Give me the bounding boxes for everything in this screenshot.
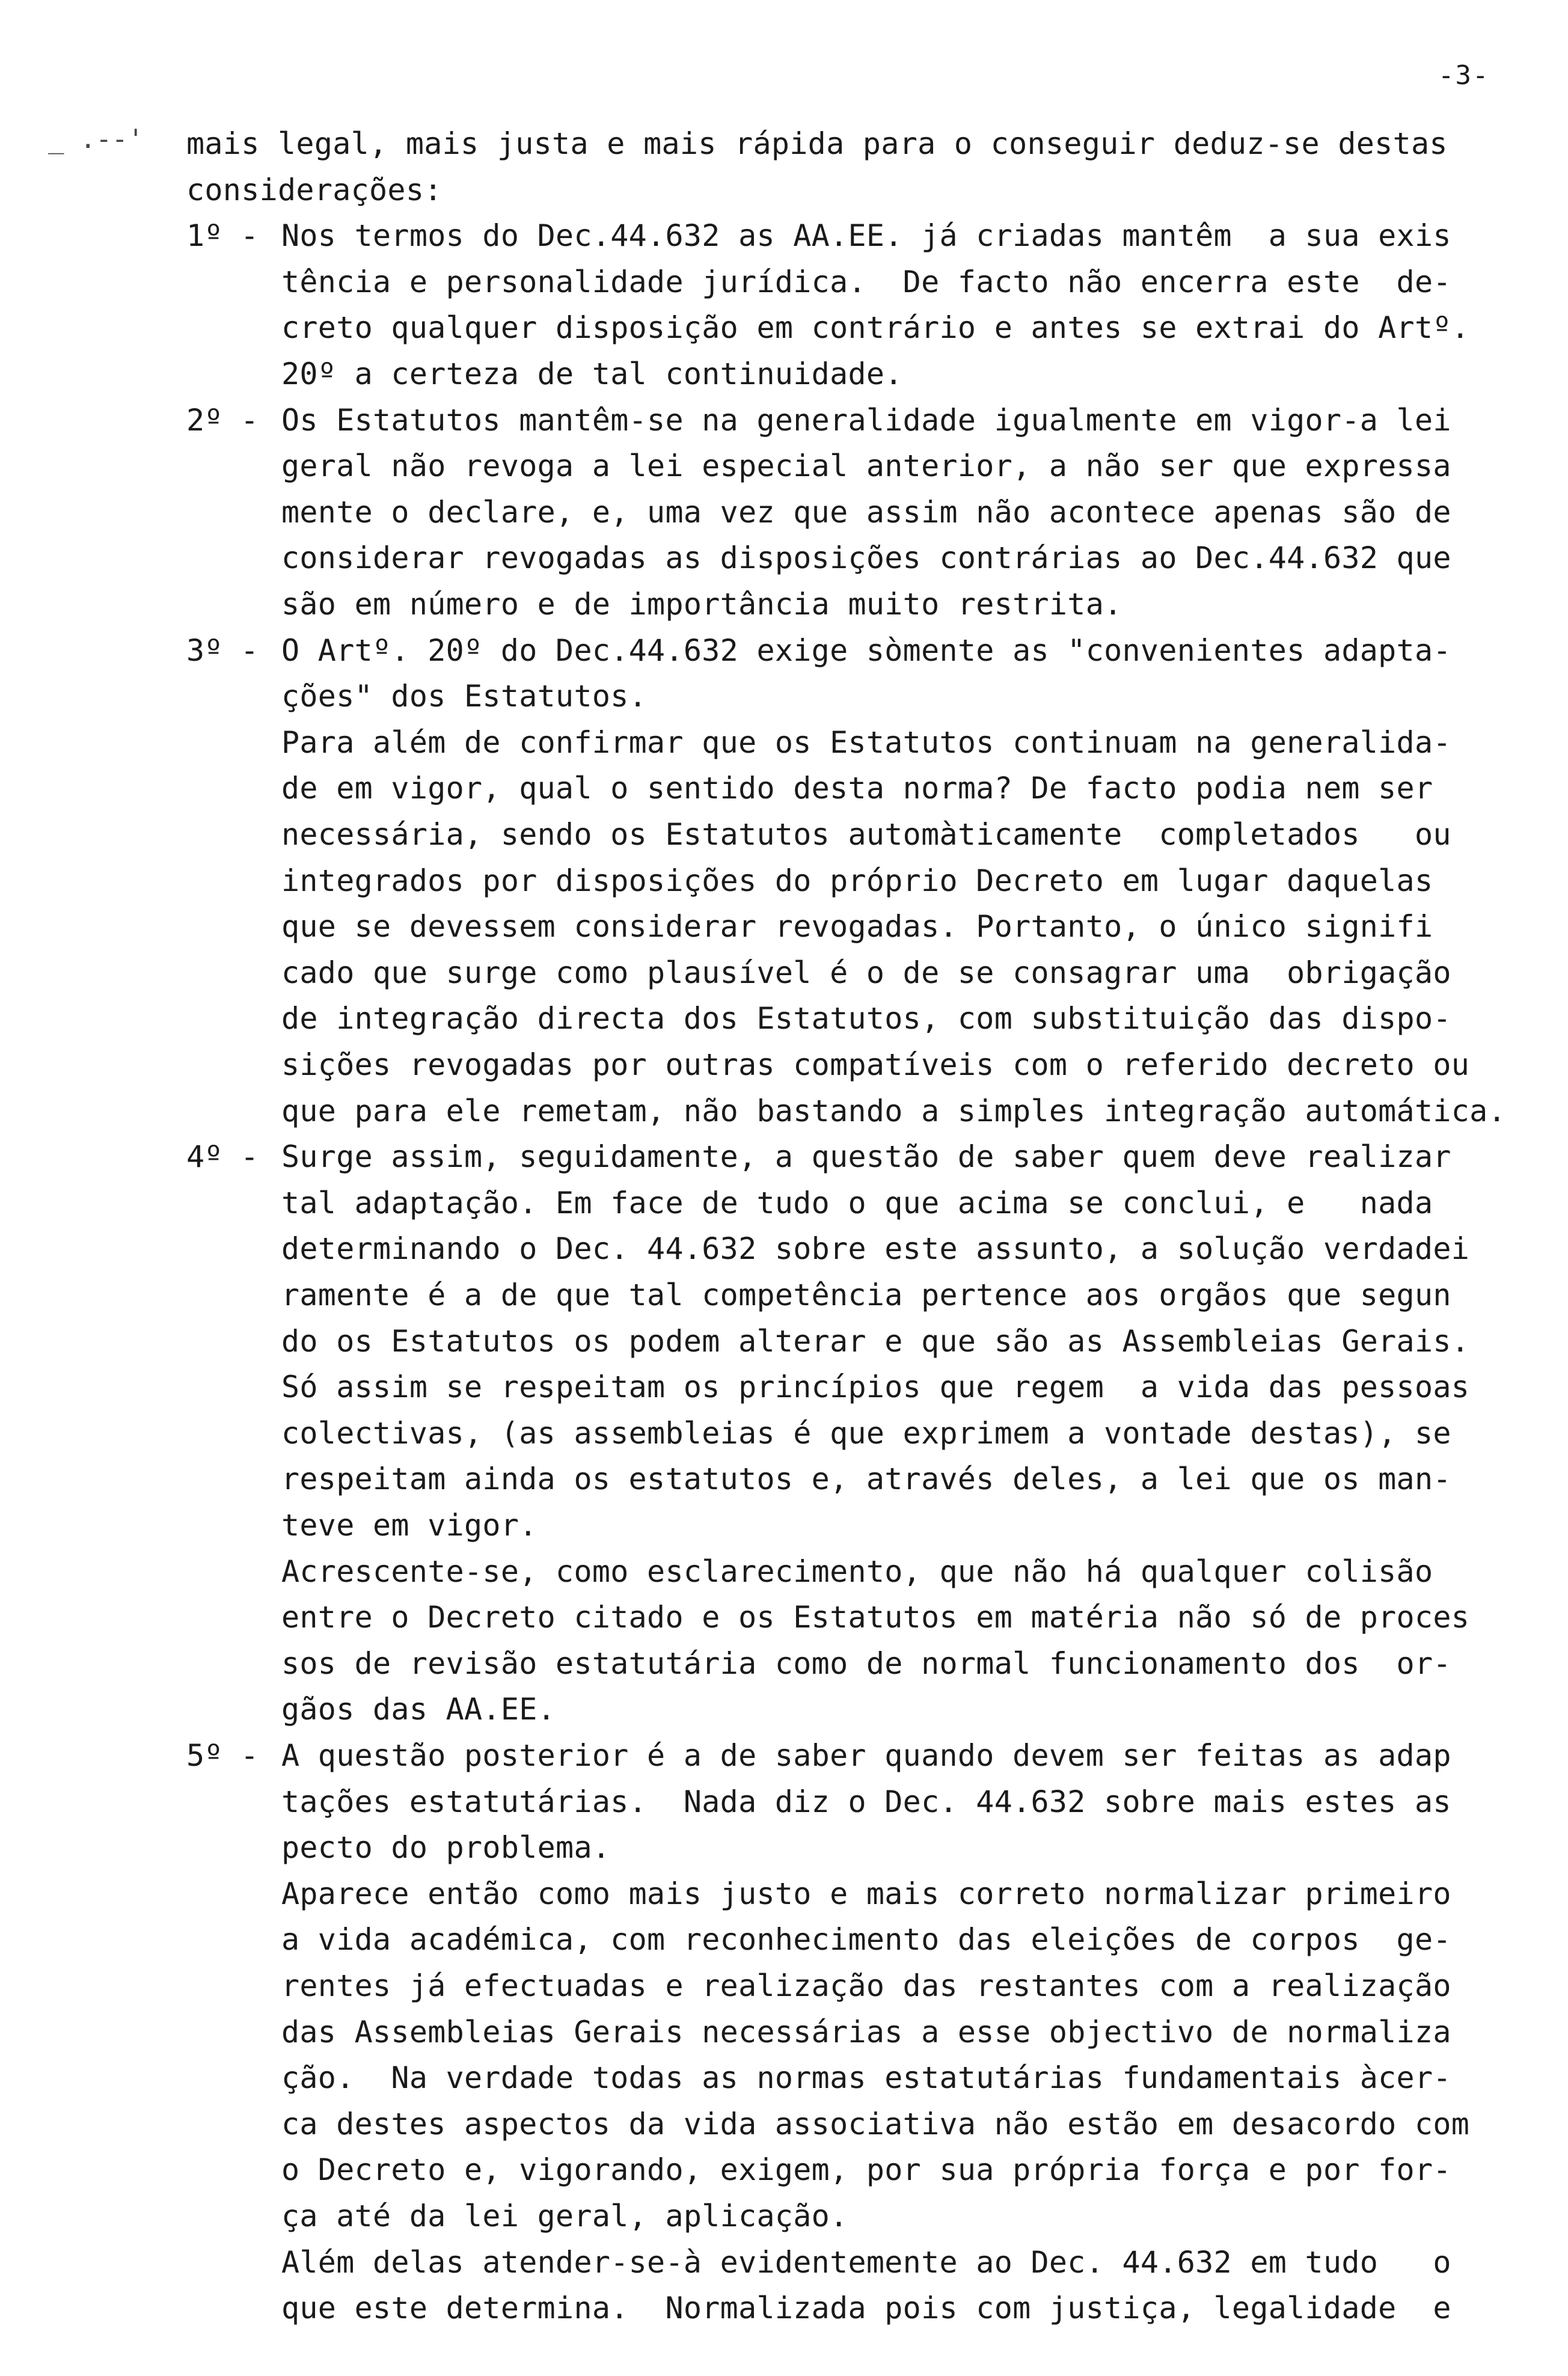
- paragraph-line: determinando o Dec. 44.632 sobre este assunto, a solução verdadei: [281, 1231, 1470, 1267]
- item-dash: -: [240, 402, 259, 438]
- paragraph-line: 20º a certeza de tal continuidade.: [281, 357, 903, 391]
- paragraph-line: entre o Decreto citado e os Estatutos em matéria não só de proces: [281, 1600, 1470, 1635]
- paragraph-line: considerar revogadas as disposições contrárias ao Dec.44.632 que: [281, 540, 1451, 576]
- paragraph-line: O Artº. 20º do Dec.44.632 exige sòmente as "convenientes adapta-: [281, 632, 1451, 668]
- paragraph-line: o Decreto e, vigorando, exigem, por sua própria força e por for-: [281, 2152, 1451, 2188]
- paragraph-line: Surge assim, seguidamente, a questão de saber quem deve realizar: [281, 1139, 1451, 1175]
- paragraph-line: cado que surge como plausível é o de se consagrar uma obrigação: [281, 955, 1451, 990]
- margin-mark: _ .--': [48, 124, 144, 155]
- paragraph-line: necessária, sendo os Estatutos automàticamente completados ou: [281, 817, 1451, 852]
- paragraph-line: sições revogadas por outras compatíveis com o referido decreto ou: [281, 1047, 1470, 1082]
- paragraph-line: que este determina. Normalizada pois com justiça, legalidade e: [281, 2291, 1451, 2326]
- paragraph-line: Acrescente-se, como esclarecimento, que não há qualquer colisão: [281, 1554, 1433, 1589]
- paragraph-line: Além delas atender-se-à evidentemente ao Dec. 44.632 em tudo o: [281, 2244, 1451, 2280]
- paragraph-line: respeitam ainda os estatutos e, através deles, a lei que os man-: [281, 1462, 1451, 1497]
- paragraph-line: sos de revisão estatutária como de normal funcionamento dos or-: [281, 1646, 1451, 1681]
- paragraph-line: ramente é a de que tal competência pertence aos orgãos que segun: [281, 1278, 1451, 1312]
- paragraph-line: Aparece então como mais justo e mais correto normalizar primeiro: [281, 1876, 1451, 1911]
- paragraph-line: colectivas, (as assembleias é que exprimem a vontade destas), se: [281, 1415, 1451, 1451]
- paragraph-line: ção. Na verdade todas as normas estatutárias fundamentais àcer-: [281, 2060, 1451, 2096]
- paragraph-line: de em vigor, qual o sentido desta norma? De facto podia nem ser: [281, 771, 1433, 806]
- item-number: 4º: [186, 1139, 223, 1175]
- item-number: 1º: [186, 218, 223, 254]
- page-number: -3-: [1438, 60, 1490, 91]
- paragraph-line: de integração directa dos Estatutos, com substituição das dispo-: [281, 1001, 1451, 1036]
- intro-line: considerações:: [186, 172, 443, 207]
- paragraph-line: das Assembleias Gerais necessárias a esse objectivo de normaliza: [281, 2014, 1451, 2050]
- paragraph-line: ca destes aspectos da vida associativa não estão em desacordo com: [281, 2106, 1470, 2142]
- paragraph-line: geral não revoga a lei especial anterior, a não ser que expressa: [281, 449, 1451, 484]
- paragraph-line: tência e personalidade jurídica. De facto não encerra este de-: [281, 264, 1451, 299]
- paragraph-line: que se devessem considerar revogadas. Portanto, o único signifi: [281, 909, 1433, 945]
- item-number: 2º: [186, 402, 223, 438]
- paragraph-line: mente o declare, e, uma vez que assim não acontece apenas são de: [281, 494, 1451, 530]
- paragraph-line: creto qualquer disposição em contrário e antes se extrai do Artº.: [281, 310, 1470, 346]
- item-dash: -: [240, 218, 259, 254]
- paragraph-line: pecto do problema.: [281, 1830, 611, 1866]
- paragraph-line: ça até da lei geral, aplicação.: [281, 2199, 848, 2234]
- item-dash: -: [240, 632, 259, 668]
- paragraph-line: tal adaptação. Em face de tudo o que acima se conclui, e nada: [281, 1185, 1433, 1220]
- paragraph-line: Só assim se respeitam os princípios que regem a vida das pessoas: [281, 1370, 1470, 1405]
- paragraph-line: do os Estatutos os podem alterar e que são as Assembleias Gerais.: [281, 1323, 1470, 1359]
- paragraph-line: são em número e de importância muito restrita.: [281, 587, 1122, 622]
- paragraph-line: A questão posterior é a de saber quando devem ser feitas as adap: [281, 1738, 1451, 1773]
- item-number: 5º: [186, 1738, 223, 1773]
- paragraph-line: Para além de confirmar que os Estatutos continuam na generalida-: [281, 724, 1451, 760]
- paragraph-line: a vida académica, com reconhecimento das eleições de corpos ge-: [281, 1922, 1451, 1958]
- paragraph-line: Os Estatutos mantêm-se na generalidade igualmente em vigor-a lei: [281, 402, 1451, 438]
- paragraph-line: que para ele remetam, não bastando a simples integração automática.: [281, 1093, 1506, 1128]
- item-dash: -: [240, 1139, 259, 1175]
- item-number: 3º: [186, 632, 223, 668]
- intro-line: mais legal, mais justa e mais rápida para o conseguir deduz-se destas: [186, 126, 1448, 161]
- paragraph-line: teve em vigor.: [281, 1508, 537, 1543]
- paragraph-line: tações estatutárias. Nada diz o Dec. 44.632 sobre mais estes as: [281, 1784, 1451, 1819]
- paragraph-line: integrados por disposições do próprio Decreto em lugar daquelas: [281, 863, 1433, 898]
- paragraph-line: rentes já efectuadas e realização das restantes com a realização: [281, 1968, 1451, 2003]
- item-dash: -: [240, 1738, 259, 1773]
- paragraph-line: gãos das AA.EE.: [281, 1692, 556, 1727]
- paragraph-line: ções" dos Estatutos.: [281, 679, 648, 714]
- paragraph-line: Nos termos do Dec.44.632 as AA.EE. já criadas mantêm a sua exis: [281, 218, 1451, 254]
